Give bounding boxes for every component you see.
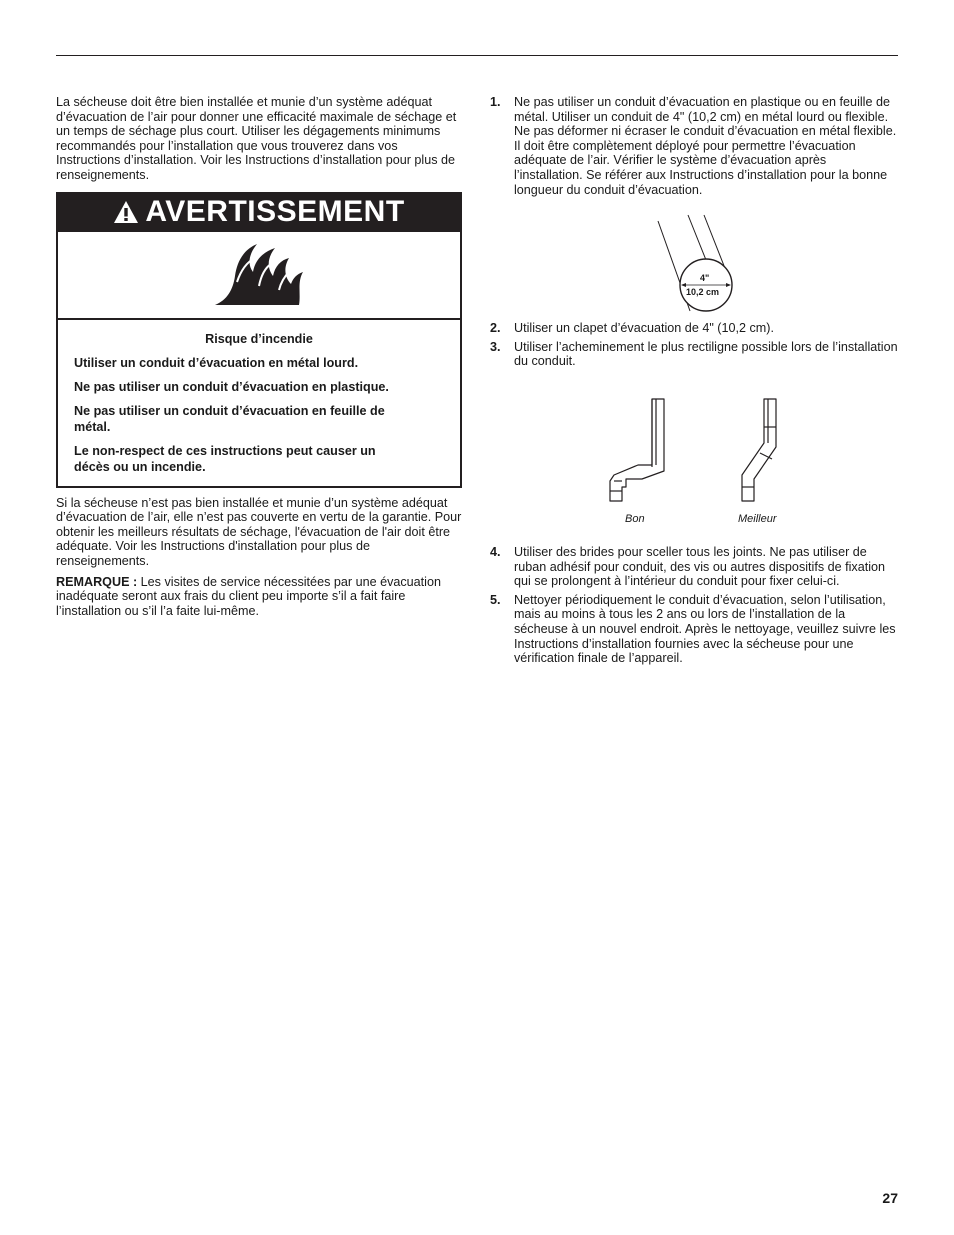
warning-header-label: AVERTISSEMENT [145,194,405,228]
warning-line: Le non-respect de ces instructions peut causer un décès ou un incendie. [74,443,376,474]
note-text: Les visites de service nécessitées par une évacuation inadéquate seront aux frais du client peu importe s’il a fait faire l’installation ou s’il l’a faite lui-même. [56,574,441,618]
duct-label-in: 4" [700,273,710,284]
warning-line: Utiliser un conduit d’évacuation en métal lourd. [74,355,359,370]
warning-box [56,192,462,488]
list-text: Nettoyer périodiquement le conduit d’évacuation, selon l’utilisation, mais au moins à tous les 2 ans ou lors de l’installation de la sécheuse à un nouvel endroit. Après le nettoyage, veuillez suivre les Instructions d’installation fournies avec la sécheuse pour une vérification finale de l’appareil. [514,592,896,666]
page-number: 27 [882,1190,898,1206]
intro-paragraph: La sécheuse doit être bien installée et munie d’un système adéquat d’évacuation de l’air pour donner une efficacité maximale de séchage et un temps de séchage plus court. Utiliser les dégagements minimums recommandés pour l’installation que vous trouverez dans vos Instructions d’installation. Voir les Instructions d’installation pour plus de renseignements. [56,95,457,182]
list-text: Utiliser un clapet d’évacuation de 4" (10,2 cm). [514,321,774,336]
list-number: 3. [490,339,501,354]
right-column [490,95,898,670]
header-rule [56,55,898,56]
caption-good: Bon [625,512,645,525]
duct-label-cm: 10,2 cm [686,287,720,298]
list-number: 5. [490,592,501,607]
list-item [490,321,898,336]
warning-text [58,320,460,486]
note-label: REMARQUE : [56,574,138,589]
warning-header [58,194,460,230]
list-number: 1. [490,95,501,109]
list-item [490,593,898,666]
fire-picture [58,230,460,320]
list-item [490,545,898,589]
list-text: Ne pas utiliser un conduit d’évacuation en plastique ou en feuille de métal. Utiliser un conduit de 4" (10,2 cm) en métal lourd ou flexible. Ne pas déformer ni écraser le conduit d’évacuation en métal flexible. Il doit être complètement déployé pour permettre l’évacuation adéquate de l’air. Vérifier le système d’évacuation après l’installation. Se référer aux Instructions d’installation pour la bonne longueur du conduit d’évacuation. [514,95,897,197]
warning-line: Ne pas utiliser un conduit d’évacuation en plastique. [74,379,389,394]
warranty-paragraph: Si la sécheuse n’est pas bien installée et munie d’un système adéquat d’évacuation de l’air, elle n’est pas couverte en vertu de la garantie. Pour obtenir les meilleurs résultats de séchage, l'évacuation de l'air doit être adéquate. Voir les Instructions d'installation pour plus de renseignements. [56,495,462,568]
fire-icon [213,242,305,306]
list-number: 4. [490,544,501,559]
left-column [56,95,462,624]
duct-routing-illustration [490,383,898,545]
warning-triangle-icon [113,200,139,224]
caption-best: Meilleur [738,512,777,525]
warning-line: Ne pas utiliser un conduit d’évacuation en feuille de métal. [74,403,385,434]
duct-routing-figure [490,383,898,545]
note-paragraph [56,575,462,619]
list-item [490,95,898,197]
duct-diameter-figure [490,201,898,321]
list-number: 2. [490,321,501,336]
list-item [490,340,898,369]
warning-title: Risque d’incendie [205,331,313,346]
list-text: Utiliser des brides pour sceller tous les joints. Ne pas utiliser de ruban adhésif pour conduit, des vis ou autres dispositifs de fixation qui se prolongent à l’intérieur du conduit pour fixer celui-ci. [514,544,886,589]
list-text: Utiliser l’acheminement le plus rectiligne possible lors de l’installation du conduit. [514,339,898,369]
duct-diameter-illustration [490,201,898,321]
